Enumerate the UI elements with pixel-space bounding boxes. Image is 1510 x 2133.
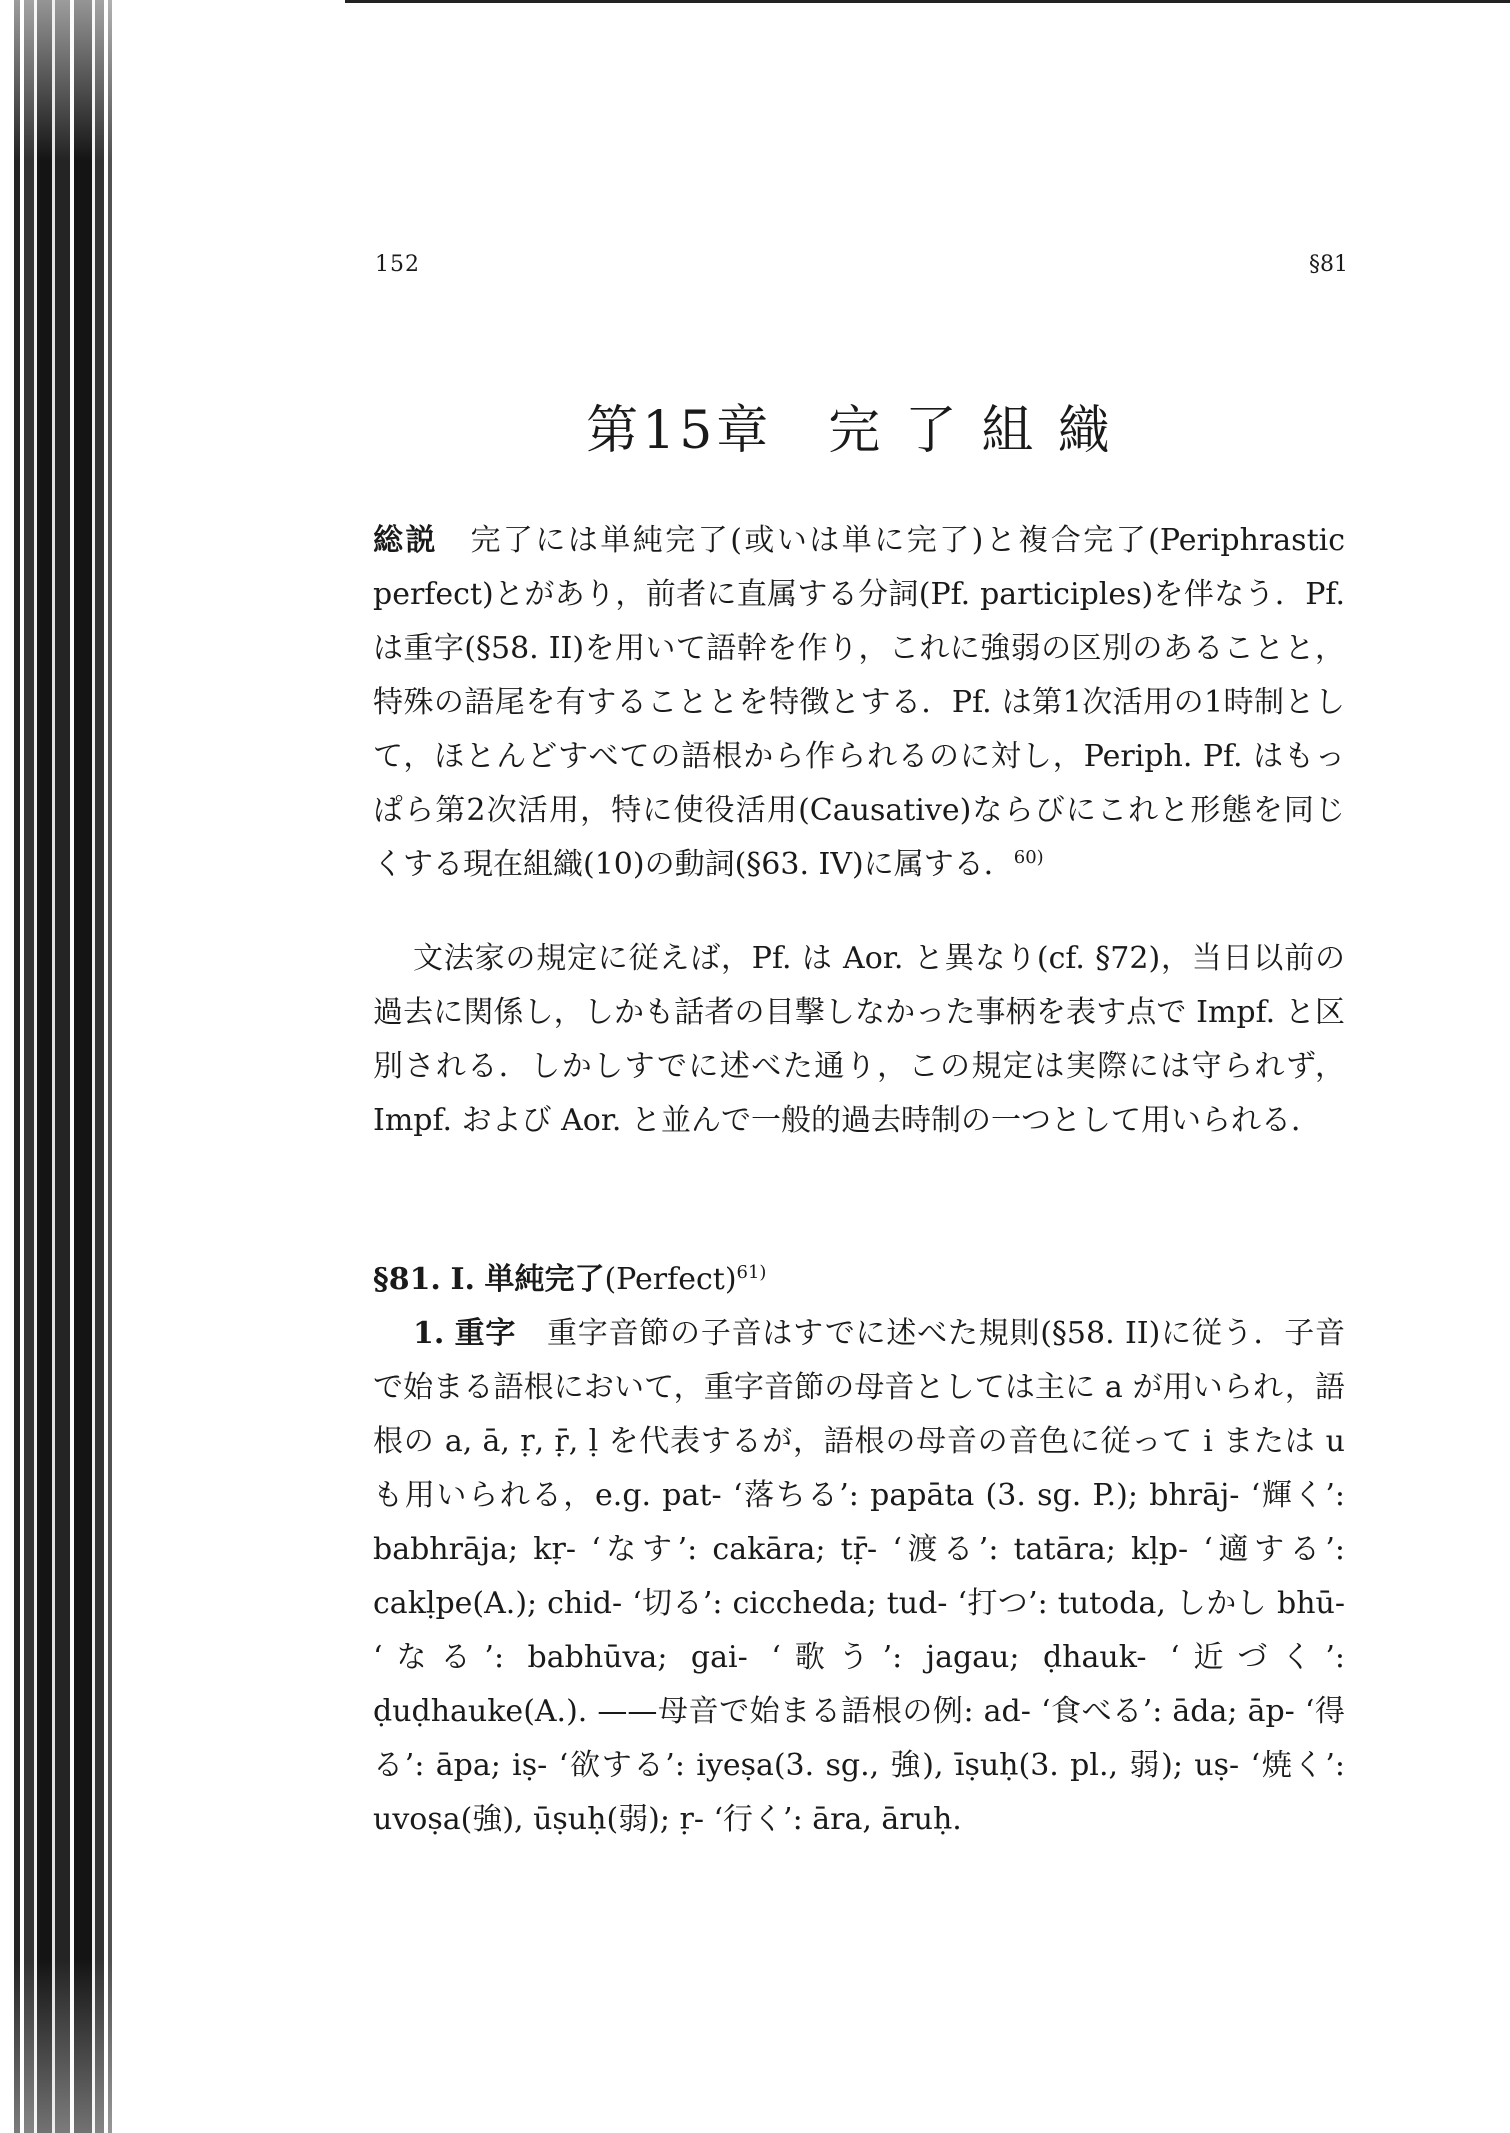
running-section-ref: §81: [1309, 252, 1348, 277]
summary-paragraph: [373, 514, 1345, 892]
section-roman: I.: [450, 1262, 475, 1297]
top-page-edge: [345, 0, 1510, 3]
section-title: 単純完了: [484, 1262, 605, 1297]
footnote-ref-60: 60): [1013, 847, 1044, 868]
section-title-en: (Perfect): [604, 1262, 737, 1297]
reduplication-body: 重字音節の子音はすでに述べた規則(§58. II)に従う．子音で始まる語根において，重字音節の母音としては主に a が用いられ，語根の a, ā, ṛ, ṝ, ḷ を代表するが，語根の母音の音色に従って i または u も用いられる，e.g. pat- ‘落ちる’: papāta (3. sg. P.); bhrāj- ‘輝く’: babhrāja; kṛ- ‘なす’: cakāra; tṝ- ‘渡る’: tatāra; kḷp- ‘適する’: cakḷpe(A.); chid- ‘切る’: ciccheda; tud- ‘打つ’: tutoda, しかし bhū- ‘なる’: babhūva; gai- ‘歌う’: jagau; ḍhauk- ‘近づく’: ḍuḍhauke(A.). ——母音で始まる語根の例: ad- ‘食べる’: āda; āp- ‘得る’: āpa; iṣ- ‘欲する’: iyeṣa(3. sg., 強), īṣuḥ(3. pl., 弱); uṣ- ‘焼く’: uvoṣa(強), ūṣuḥ(弱); ṛ- ‘行く’: āra, āruḥ.: [373, 1316, 1345, 1837]
binding-shading: [0, 0, 118, 2133]
summary-label: 総説: [373, 523, 438, 558]
section-heading: [373, 1253, 1345, 1307]
reduplication-number: 1.: [413, 1316, 445, 1351]
reduplication-paragraph: [373, 1307, 1345, 1847]
summary-body: 完了には単純完了(或いは単に完了)と複合完了(Periphrastic perfect)とがあり，前者に直属する分詞(Pf. participles)を伴なう．Pf. は重字(§58. II)を用いて語幹を作り，これに強弱の区別のあることと，特殊の語尾を有することとを特徴とする．Pf. は第1次活用の1時制として，ほとんどすべての語根から作られるのに対し，Periph. Pf. はもっぱら第2次活用，特に使役活用(Causative)ならびにこれと形態を同じくする現在組織(10)の動詞(§63. IV)に属する．: [373, 523, 1346, 882]
reduplication-label: 重字: [454, 1316, 517, 1351]
grammar-paragraph: [373, 932, 1345, 1148]
chapter-title: 第15章 完 了 組 織: [586, 401, 1114, 461]
page-number: 152: [375, 252, 420, 277]
footnote-ref-61: 61): [736, 1262, 767, 1283]
section-number: §81.: [373, 1262, 441, 1297]
grammar-body: 文法家の規定に従えば，Pf. は Aor. と異なり(cf. §72)，当日以前の過去に関係し，しかも話者の目撃しなかった事柄を表す点で Impf. と区別される．しかしすでに述べた通り，この規定は実際には守られず，Impf. および Aor. と並んで一般的過去時制の一つとして用いられる．: [373, 941, 1345, 1138]
section-81: [373, 1253, 1345, 1847]
